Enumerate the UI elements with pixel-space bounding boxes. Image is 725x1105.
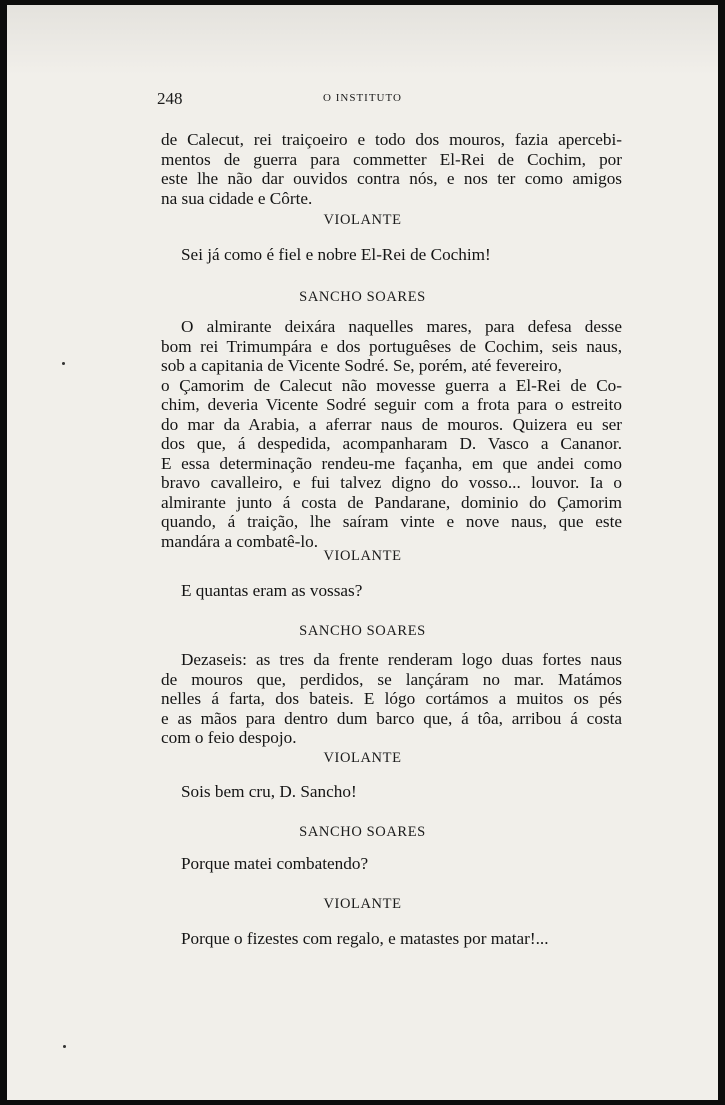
- text-line: nelles á farta, dos bateis. E lógo cortámos a muitos os pés: [161, 689, 622, 708]
- text-line: mentos de guerra para commetter El-Rei de Cochim, por: [161, 149, 622, 169]
- text-line: mandára a combatê-lo.: [161, 531, 318, 551]
- speaker-name: VIOLANTE: [323, 750, 402, 766]
- page-number: 248: [157, 89, 183, 108]
- journal-title: O INSTITUTO: [323, 92, 402, 104]
- paragraph-sancho-2: [161, 650, 622, 748]
- speaker-name: VIOLANTE: [323, 548, 402, 564]
- text-line: dos que, á despedida, acompanharam D. Vasco a Cananor.: [161, 434, 622, 453]
- dialogue-line: Porque o fizestes com regalo, e matastes por matar!...: [181, 929, 549, 948]
- dialogue-line: Sois bem cru, D. Sancho!: [181, 782, 357, 801]
- speaker-name: SANCHO SOARES: [299, 289, 426, 305]
- dialogue-line: Porque matei combatendo?: [181, 854, 369, 873]
- speaker-name: SANCHO SOARES: [299, 824, 426, 840]
- text-line: sob a capitania de Vicente Sodré. Se, porém, até fevereiro,: [161, 356, 562, 375]
- text-line: chim, deveria Vicente Sodré seguir com a frota para o estreito: [161, 395, 622, 414]
- paragraph-continuation: [161, 130, 622, 208]
- speaker-name: VIOLANTE: [323, 896, 402, 912]
- text-line: com o feio despojo.: [161, 728, 297, 747]
- book-page: [7, 5, 718, 1100]
- text-line: do mar da Arabia, a aferrar naus de mouros. Quizera eu ser: [161, 414, 622, 434]
- paragraph-sancho-1: [161, 317, 622, 551]
- text-line: quando, á traição, lhe saíram vinte e nove naus, que este: [161, 512, 622, 531]
- text-line: Dezaseis: as tres da frente renderam logo duas fortes naus: [181, 650, 622, 669]
- text-line: na sua cidade e Côrte.: [161, 188, 313, 208]
- ink-speck: [62, 362, 65, 365]
- speaker-name: SANCHO SOARES: [299, 623, 426, 639]
- text-line: bom rei Trimumpára e dos portuguêses de Cochim, seis naus,: [161, 336, 622, 356]
- text-line: almirante junto á costa de Pandarane, dominio do Çamorim: [161, 492, 622, 512]
- speaker-name: VIOLANTE: [323, 212, 402, 228]
- text-line: O almirante deixára naquelles mares, para defesa desse: [181, 317, 622, 336]
- text-line: de mouros que, perdidos, se lançáram no mar. Matámos: [161, 669, 622, 689]
- text-line: E essa determinação rendeu-me façanha, em que andei como: [161, 453, 622, 473]
- text-line: de Calecut, rei traiçoeiro e todo dos mouros, fazia apercebi-: [161, 130, 622, 149]
- text-line: e as mãos para dentro dum barco que, á tôa, arribou á costa: [161, 708, 622, 728]
- text-line: bravo cavalleiro, e fui talvez digno do vosso... louvor. Ia o: [161, 473, 622, 492]
- ink-speck: [63, 1045, 66, 1048]
- text-line: este lhe não dar ouvidos contra nós, e nos ter como amigos: [161, 169, 622, 188]
- dialogue-line: Sei já como é fiel e nobre El-Rei de Cochim!: [181, 245, 491, 264]
- text-line: o Çamorim de Calecut não movesse guerra a El-Rei de Co-: [161, 375, 622, 395]
- dialogue-line: E quantas eram as vossas?: [181, 581, 363, 600]
- running-head: [7, 89, 718, 113]
